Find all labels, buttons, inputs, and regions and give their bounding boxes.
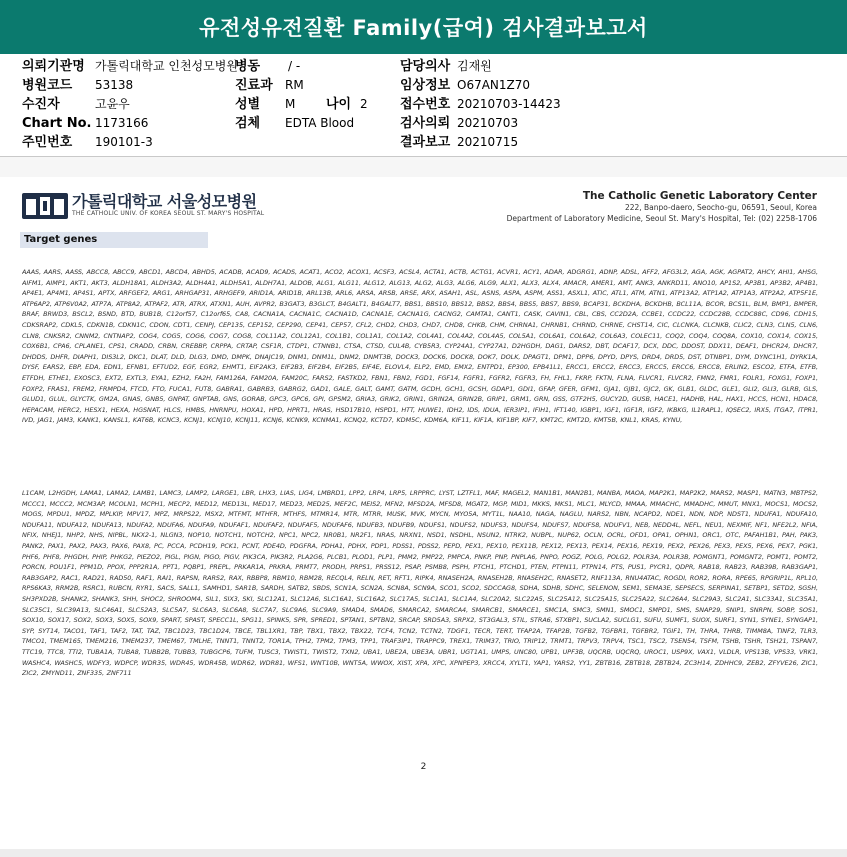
report-page [10, 177, 837, 857]
hospital-logo-icon [22, 191, 68, 221]
info-row-3 [22, 95, 832, 114]
info-row-1 [22, 57, 832, 76]
resident-value: 190101-3 [95, 135, 153, 149]
info-row-5 [22, 133, 832, 152]
resident-label: 주민번호 [22, 135, 73, 150]
info-row-4 [22, 114, 832, 133]
report-title: 유전성유전질환 Family(급여) 검사결과보고서 [199, 16, 648, 40]
hospital-name: 가톨릭대학교 서울성모병원 [72, 192, 257, 211]
lab-center-name: The Catholic Genetic Laboratory Center [582, 190, 817, 202]
age-value: 2 [360, 97, 368, 111]
specimen-value: EDTA Blood [285, 116, 355, 130]
receipt-no-label: 접수번호 [400, 97, 451, 112]
hospital-code-label: 병원코드 [22, 78, 73, 93]
patient-info-panel [22, 57, 832, 152]
hospital-code-value: 53138 [95, 78, 134, 92]
clinical-info-label: 임상정보 [400, 78, 451, 93]
chart-value: 1173166 [95, 116, 149, 130]
institution-label: 의뢰기관명 [22, 59, 85, 74]
hospital-subtitle: THE CATHOLIC UNIV. OF KOREA SEOUL ST. MARY'S HOSPITAL [72, 210, 265, 217]
patient-value: 고윤우 [95, 97, 130, 111]
receipt-no-value: 20210703-14423 [457, 97, 561, 111]
lab-center-department: Department of Laboratory Medicine, Seoul St. Mary's Hospital, Tel: (02) 2258-1706 [506, 214, 817, 223]
institution-value: 가톨릭대학교 인천성모병원 [95, 59, 238, 73]
request-date-value: 20210703 [457, 116, 519, 130]
page-bottom-gap [0, 849, 847, 857]
doctor-value: 김재원 [457, 59, 492, 73]
specimen-label: 검체 [235, 116, 261, 131]
target-genes-list-1: AAAS, AARS, AASS, ABCC8, ABCC9, ABCD1, ABCD4, ABHD5, ACADB, ACAD9, ACADS, ACAT1, ACO2, ACOX1, ACSF3, ACSL4, ACTA1, ACTB, ACTG1, ACVR1, ACY1, ADAR, ADGRG1, ADNP, ADSL, AFF2, AFG3L2, AGA, AGK, AGPAT2, AHCY, AHI1, AHSG, AIFM1, AIMP1, AKT1, AKT3, ALDH18A1, ALDH3A2, ALDH4A1, ALDH5A1, ALDH7A1, ALDOB, ALG1, ALG11, ALG12, ALG13, ALG2, ALG3, ALG6, ALG9, ALX1, ALX3, ALX4, AMACR, AMER1, AMT, ANK3, ANKRD11, ANO10, AP1S2, AP3B1, AP3B2, AP4B1, AP4E1, AP4M1, AP4S1, APTX, ARFGEF2, ARG1, ARHGAP31, ARHGEF9, ARID1A, ARID1B, ARL13B, ARL6, ARSA, ARSB, ARSE, ARX, ASAH1, ASL, ASNS, ASPA, ASPM, ASS1, ASXL1, ATIC, ATL1, ATM, ATN1, ATP13A2, ATP1A2, ATP1A3, ATP2A2, ATP5F1E, ATP6AP2, ATP6V0A2, ATP7A, ATP8A2, ATPAF2, ATR, ATRX, ATXN1, AUH, AVPR2, B3GAT3, B3GLCT, B4GALT1, B4GALT7, BBS1, BBS10, BBS12, BBS2, BBS4, BBS5, BBS7, BBS9, BCAP31, BCKDHA, BCKDHB, BCL11A, BCOR, BCS1L, BLM, BMP1, BMPER, BRAF, BRWD3, BSCL2, BSND, BTD, BUB1B, C12orf57, C12orf65, CA8, CACNA1A, CACNA1C, CACNA1D, CACNA1E, CACNA1G, CACNG2, CAMTA1, CANT1, CASK, CAVIN1, CBL, CBS, CC2D2A, CCBE1, CCDC22, CCDC28B, CCDC88C, CD96, CDH15, CDKSRAP2, CDKL5, CDKN1B, CDKN1C, CDON, CDT1, CENPJ, CEP135, CEP152, CEP290, CEP41, CEP57, CFL2, CHD2, CHD3, CHD7, CHD8, CHKB, CHM, CHRNA1, CHRNB1, CHRND, CHRNE, CHST14, CIC, CLCNKA, CLCNKB, CLIC2, CLN3, CLN5, CLN6, CLN8, CNKSR2, CNNM2, CNTNAP2, COG4, COG5, COG6, COG7, COG8, COL11A2, COL12A1, COL1B1, COL1A1, COL1A2, COL4A1, COL4A2, COL4A5, COL5A1, COL6A1, COL6A2, COL6A3, COLEC11, COQ2, COQ4, COQ8A, COX10, COX14, COX15, COX6B1, CPA6, CPLANE1, CPS1, CRADD, CRBN, CREBBP, CRPPA, CRTAP, CSF1R, CTDP1, CTNNB1, CTSA, CTSD, CUL4B, CYB5R3, CYP24A1, CYP27A1, D2HGDH, DAG1, DARS2, DBT, DCAF17, DCX, DDC, DDOST, DDX11, DEAF1, DHCR24, DHCR7, DHDDS, DHFR, DIAPH1, DIS3L2, DKC1, DLAT, DLD, DLG3, DMD, DMPK, DNAJC19, DNM1, DNM1L, DNM2, DNMT3B, DOCK3, DOCK6, DOCK8, DOK7, DOLK, DPAGT1, DPM1, DPP6, DPYD, DPYS, DRD4, DRD5, DST, DTNBP1, DYM, DYNC1H1, DYRK1A, DYSF, EARS2, EBP, EDA, EDN1, EFNB1, EFTUD2, EGF, EGR2, EHMT1, EIF2AK3, EIF2B3, EIF2B4, EIF2B5, EIF4E, ELOVL4, ELP2, EMD, EMX2, ENTPD1, EP300, EPB41L1, ERCC1, ERCC2, ERCC3, ERCC5, ERCC6, ERCC8, ERLIN2, ESCO2, ETFA, ETFB, ETFDH, ETHE1, EXOSC3, EXT2, EXTL3, EYA1, EZH2, FA2H, FAM126A, FAM20A, FAM20C, FARS2, FASTKD2, FBN1, FBN2, FGD1, FGF14, FGFR1, FGFR2, FGFR3, FH, FHL1, FKRP, FKTN, FLNA, FLVCR1, FLVCR2, FMN2, FMR1, FOLR1, FOXG1, FOXP1, FOXP2, FRAS1, FREM2, FRMPD4, FTCD, FTO, FUCA1, FUT8, GABRA1, GABRB3, GABRG2, GAD1, GALE, GALT, GAMT, GATM, GCDH, GCH1, GCSH, GDAP1, GDI1, GFAP, GFER, GFM1, GJA1, GJB1, GJC2, GK, GLB1, GLDC, GLE1, GLI2, GLI3, GLRB, GLS, GLUD1, GLUL, GLYCTK, GM2A, GNAS, GNB5, GNPAT, GNPTAB, GNS, GORAB, GPC3, GPC6, GPI, GPSM2, GRIA3, GRIK2, GRIN1, GRIN2A, GRIN2B, GRIP1, GRM1, GRN, GSS, GTF2H5, GUCY2D, GUSB, HACE1, HADHB, HAL, HAX1, HCCS, HCN1, HDAC8, HEPACAM, HERC2, HESX1, HEXA, HGSNAT, HLCS, HMBS, HNRNPU, HOXA1, HPD, HPRT1, HRAS, HSD17B10, HSPD1, HTT, HUWE1, IDH2, IDS, IDUA, IER3IP1, IFIH1, IFT140, IGBP1, IGF1, IGF1R, IGF2, IKBKG, IL1RAPL1, IQSEC2, IRX5, ITGA7, ITPR1, IVD, JAG1, JAM3, KANK1, KANSL1, KAT6B, KCNC3, KCNJ1, KCNJ10, KCNJ11, KCNJ6, KCNK9, KCNMA1, KCNQ2, KCTD7, KDM5C, KDM6A, KIF11, KIF1A, KIF1BP, KIF7, KMT2C, KMT2D, KMT5B, KNL1, KRAS, KYNU, [22, 268, 818, 425]
page-gap [0, 157, 847, 177]
page-number: 2 [420, 762, 427, 772]
ward-value: / - [288, 59, 301, 73]
chart-label: Chart No. [22, 116, 92, 131]
target-genes-list-2: L1CAM, L2HGDH, LAMA1, LAMA2, LAMB1, LAMC3, LAMP2, LARGE1, LBR, LHX3, LIAS, LIG4, LMBRD1, LPP2, LRP4, LRP5, LRPPRC, LYST, LZTFL1, MAF, MAGEL2, MAN1B1, MAN2B1, MANBA, MAOA, MAP2K1, MAP2K2, MARS2, MASP1, MATN3, MBTPS2, MCCC1, MCCC2, MCM3AP, MCOLN1, MCPH1, MECP2, MED12, MED13L, MED17, MED23, MED25, MEF2C, MEIS2, MFN2, MFSD2A, MFSD8, MGAT2, MGP, MID1, MKKS, MKS1, MLC1, MLYCD, MMAA, MMACHC, MMADHC, MMUT, MNX1, MOCS1, MOCS2, MOGS, MPDU1, MPDZ, MPLKIP, MPV17, MPZ, MRPS22, MSX2, MTFMT, MTHFR, MTHFS, MTMR14, MTR, MTRR, MUSK, MVK, MYCN, MYO5A, MYT1L, NAA10, NAGA, NAGLU, NARS2, NBN, NCAPD2, NDE1, NDN, NDP, NDST1, NDUFA1, NDUFA10, NDUFA11, NDUFA12, NDUFA13, NDUFA2, NDUFA6, NDUFA9, NDUFAF1, NDUFAF2, NDUFAF5, NDUFAF6, NDUFB3, NDUFB9, NDUFS1, NDUFS2, NDUFS3, NDUFS4, NDUFS7, NDUFS8, NDUFV1, NEB, NEDD4L, NEFL, NEU1, NEXMIF, NF1, NFE2L2, NFIA, NFIX, NHEJ1, NHP2, NHS, NIPBL, NKX2-1, NLGN3, NOP10, NOTCH1, NOTCH2, NPC1, NPC2, NR0B1, NR2F1, NRAS, NRXN1, NSD1, NSDHL, NSUN2, NTRK2, NUBPL, NUP62, OCLN, OCRL, OFD1, OPA1, OPHN1, ORC1, OTC, PAFAH1B1, PAH, PAK3, PANK2, PAX1, PAX2, PAX3, PAX6, PAX8, PC, PCCA, PCDH19, PCK1, PCNT, PDE4D, PDGFRA, PDHA1, PDHX, PDP1, PDSS1, PDSS2, PEPD, PEX1, PEX10, PEX11B, PEX12, PEX13, PEX14, PEX16, PEX19, PEX2, PEX26, PEX3, PEX5, PEX6, PEX7, PGK1, PHF6, PHF8, PHGDH, PHIP, PHKG2, PIEZO2, PIGL, PIGN, PIGO, PIGV, PIK3CA, PIK3R2, PLA2G6, PLCB1, PLOD1, PLP1, PMM2, PMP22, PMPCA, PNKP, PNP, PNPLA6, PNPO, POGZ, POLG, POLG2, POLR3A, POLR3B, POMGNT1, POMGNT2, POMT1, POMT2, PORCN, POU1F1, PPM1D, PPOX, PPP2R1A, PPT1, PQBP1, PREPL, PRKAR1A, PRKRA, PRMT7, PRODH, PRPS1, PRSS12, PSAP, PSMB8, PSPH, PTCH1, PTCHD1, PTEN, PTPN11, PTPN14, PTS, PUS1, PYCR1, QDPR, RAB18, RAB23, RAB39B, RAB3GAP1, RAB3GAP2, RAC1, RAD21, RAD50, RAF1, RAI1, RAPSN, RARS2, RAX, RBBP8, RBM10, RBM28, RECQL4, RELN, RET, RFT1, RIPK4, RNASEH2A, RNASEH2B, RNASEH2C, RNASET2, RNF113A, RNU4ATAC, ROGDI, ROR2, RORA, RPE65, RPGRIP1L, RPL10, RPS6KA3, RRM2B, RSRC1, RUBCN, RYR1, SACS, SALL1, SAMHD1, SAR1B, SARDH, SATB2, SBDS, SCN1A, SCN2A, SCN8A, SCN9A, SCO1, SCO2, SDCCAG8, SDHA, SDHB, SDHC, SELENON, SEM1, SEMA3E, SEPSECS, SERPINA1, SETBP1, SETD2, SGSH, SH3PXD2B, SHANK2, SHANK3, SHH, SHOC2, SHROOM4, SIL1, SIX3, SKI, SLC12A1, SLC12A6, SLC16A1, SLC16A2, SLC17A5, SLC1A1, SLC1A4, SLC20A2, SLC22A5, SLC25A12, SLC25A15, SLC25A22, SLC26A4, SLC29A3, SLC2A1, SLC33A1, SLC35A1, SLC35C1, SLC39A13, SLC46A1, SLC52A3, SLC5A7, SLC6A3, SLC6A8, SLC7A7, SLC9A6, SLC9A9, SMAD4, SMAD6, SMARCA2, SMARCA4, SMARCB1, SMARCE1, SMC1A, SMC3, SMN1, SMOC1, SMPD1, SMS, SNAP29, SNIP1, SNRPN, SOBP, SOS1, SOX10, SOX17, SOX2, SOX3, SOX5, SOX9, SPART, SPAST, SPECC1L, SPG11, SPINK5, SPR, SPRED1, SPTAN1, SPTBN2, SRCAP, SRD5A3, SRPX2, ST3GAL3, STIL, STRA6, STXBP1, SUCLA2, SUCLG1, SUFU, SUMF1, SUOX, SURF1, SYN1, SYNE1, SYNGAP1, SYP, SYT14, TACO1, TAF1, TAF2, TAT, TAZ, TBC1D23, TBC1D24, TBCE, TBL1XR1, TBP, TBX1, TBX2, TBX22, TCF4, TCN2, TCTN2, TDGF1, TECR, TERT, TFAP2A, TFAP2B, TGFB2, TGFBR1, TGFBR2, TGIF1, TH, THRA, THRB, TIMM8A, TINF2, TLR3, TMCO1, TMEM165, TMEM216, TMEM237, TMEM67, TMLHE, TNNT1, TNNT2, TOR1A, TPH2, TPM2, TPM3, TPP1, TRAF3IP1, TRAPPC9, TREX1, TRIM37, TRIO, TRIP12, TRMT1, TRPV3, TRPV4, TSC1, TSC2, TSEN54, TSFM, TSHB, TSHR, TSH21, TSPAN7, TTC19, TTC8, TTI2, TUBA1A, TUBA8, TUBB2B, TUBB3, TUBGCP6, TUFM, TUSC3, TWIST1, TWIST2, TXN2, UBA1, UBE2A, UBE3A, UBR1, UGT1A1, UMPS, UNC80, UPB1, UPF3B, UQCRB, UQCRQ, UROC1, USP9X, VAX1, VLDLR, VPS13B, VPS33, VRK1, WASHC4, WASHC5, WDFY3, WDPCP, WDR35, WDR45, WDR45B, WDR62, WDR81, WFS1, WNT10B, WNT5A, WWOX, XIST, XPA, XPC, XPNPEP3, XRCC4, XYLT1, YAP1, YARS2, YY1, ZBTB16, ZBTB18, ZBTB24, ZC3H14, ZDHHC9, ZEB2, ZFYVE26, ZIC1, ZIC2, ZMYND11, ZNF335, ZNF711 [22, 489, 818, 678]
report-date-value: 20210715 [457, 135, 519, 149]
request-date-label: 검사의뢰 [400, 116, 451, 131]
ward-label: 병동 [235, 59, 261, 74]
department-label: 진료과 [235, 78, 273, 93]
sex-value: M [285, 97, 296, 111]
sex-label: 성별 [235, 97, 261, 112]
age-label: 나이 [326, 97, 352, 112]
lab-center-address: 222, Banpo-daero, Seocho-gu, 06591, Seoul, Korea [624, 203, 817, 212]
doctor-label: 담당의사 [400, 59, 451, 74]
report-title-bar [0, 0, 847, 54]
patient-label: 수진자 [22, 97, 60, 112]
clinical-info-value: O67AN1Z70 [457, 78, 531, 92]
target-genes-heading: Target genes [20, 232, 208, 248]
department-value: RM [285, 78, 304, 92]
report-date-label: 결과보고 [400, 135, 451, 150]
info-row-2 [22, 76, 832, 95]
